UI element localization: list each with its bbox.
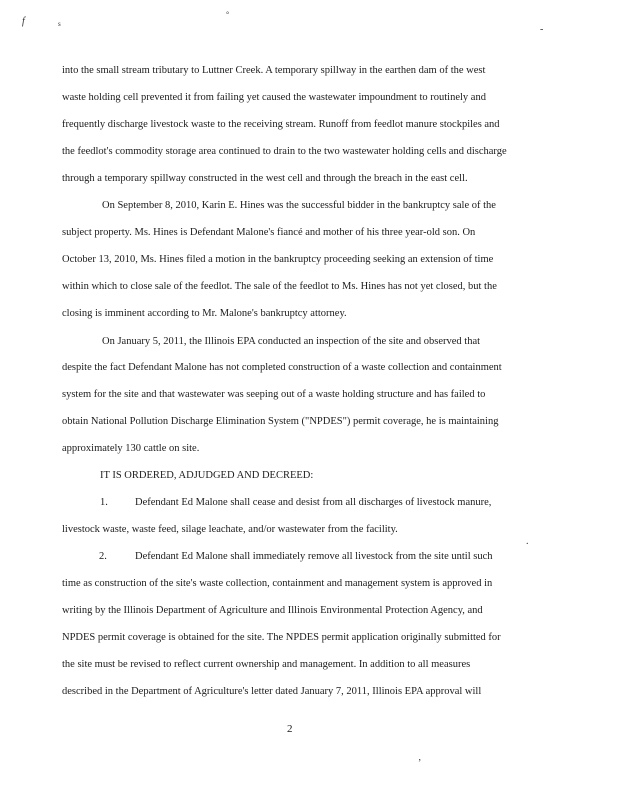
item-line: writing by the Illinois Department of Agriculture and Illinois Environmental Protection Agency, and — [62, 605, 483, 616]
bottom-mark: ’ — [418, 758, 422, 769]
paragraph-line: system for the site and that wastewater was seeping out of a waste holding structure and has failed to — [62, 389, 486, 400]
paragraph-line: approximately 130 cattle on site. — [62, 443, 200, 454]
paragraph-line: subject property. Ms. Hines is Defendant Malone's fiancé and mother of his three year-old son. On — [62, 227, 476, 238]
order-heading: IT IS ORDERED, ADJUDGED AND DECREED: — [100, 470, 314, 481]
item-line: the site must be revised to reflect current ownership and management. In addition to all measures — [62, 659, 471, 670]
page-number: 2 — [287, 723, 293, 735]
paragraph-line: On January 5, 2011, the Illinois EPA conducted an inspection of the site and observed that — [102, 336, 481, 347]
item-number: 2. — [99, 551, 107, 562]
paragraph-line: closing is imminent according to Mr. Malone's bankruptcy attorney. — [62, 308, 347, 319]
paragraph-line: into the small stream tributary to Luttner Creek. A temporary spillway in the earthen dam of the west — [62, 65, 486, 76]
margin-mark: . — [526, 536, 529, 547]
top-right-mark: - — [540, 24, 544, 35]
item-line: NPDES permit coverage is obtained for the site. The NPDES permit application originally submitted for — [62, 632, 501, 643]
paragraph-line: frequently discharge livestock waste to the receiving stream. Runoff from feedlot manure stockpiles and — [62, 119, 500, 130]
paragraph-line: waste holding cell prevented it from failing yet caused the wastewater impoundment to routinely and — [62, 92, 486, 103]
item-line: Defendant Ed Malone shall cease and desist from all discharges of livestock manure, — [135, 497, 492, 508]
paragraph-line: October 13, 2010, Ms. Hines filed a motion in the bankruptcy proceeding seeking an extension of time — [62, 254, 494, 265]
top-mark: ° — [226, 10, 230, 19]
item-line: described in the Department of Agriculture's letter dated January 7, 2011, Illinois EPA approval will — [62, 686, 482, 697]
item-line: time as construction of the site's waste collection, containment and management system is approved in — [62, 578, 493, 589]
corner-mark: f — [22, 16, 25, 27]
paragraph-line: obtain National Pollution Discharge Elimination System ("NPDES") permit coverage, he is maintaining — [62, 416, 499, 427]
paragraph-line: the feedlot's commodity storage area continued to drain to the two wastewater holding cells and discharge — [62, 146, 507, 157]
paragraph-line: through a temporary spillway constructed in the west cell and through the breach in the east cell. — [62, 173, 468, 184]
paragraph-line: On September 8, 2010, Karin E. Hines was the successful bidder in the bankruptcy sale of the — [102, 200, 496, 211]
corner-mark-small: s — [58, 20, 61, 28]
item-number: 1. — [100, 497, 108, 508]
paragraph-line: within which to close sale of the feedlot. The sale of the feedlot to Ms. Hines has not yet closed, but the — [62, 281, 497, 292]
paragraph-line: despite the fact Defendant Malone has not completed construction of a waste collection and containment — [62, 362, 502, 373]
item-line: livestock waste, waste feed, silage leachate, and/or wastewater from the facility. — [62, 524, 398, 535]
item-line: Defendant Ed Malone shall immediately remove all livestock from the site until such — [135, 551, 493, 562]
